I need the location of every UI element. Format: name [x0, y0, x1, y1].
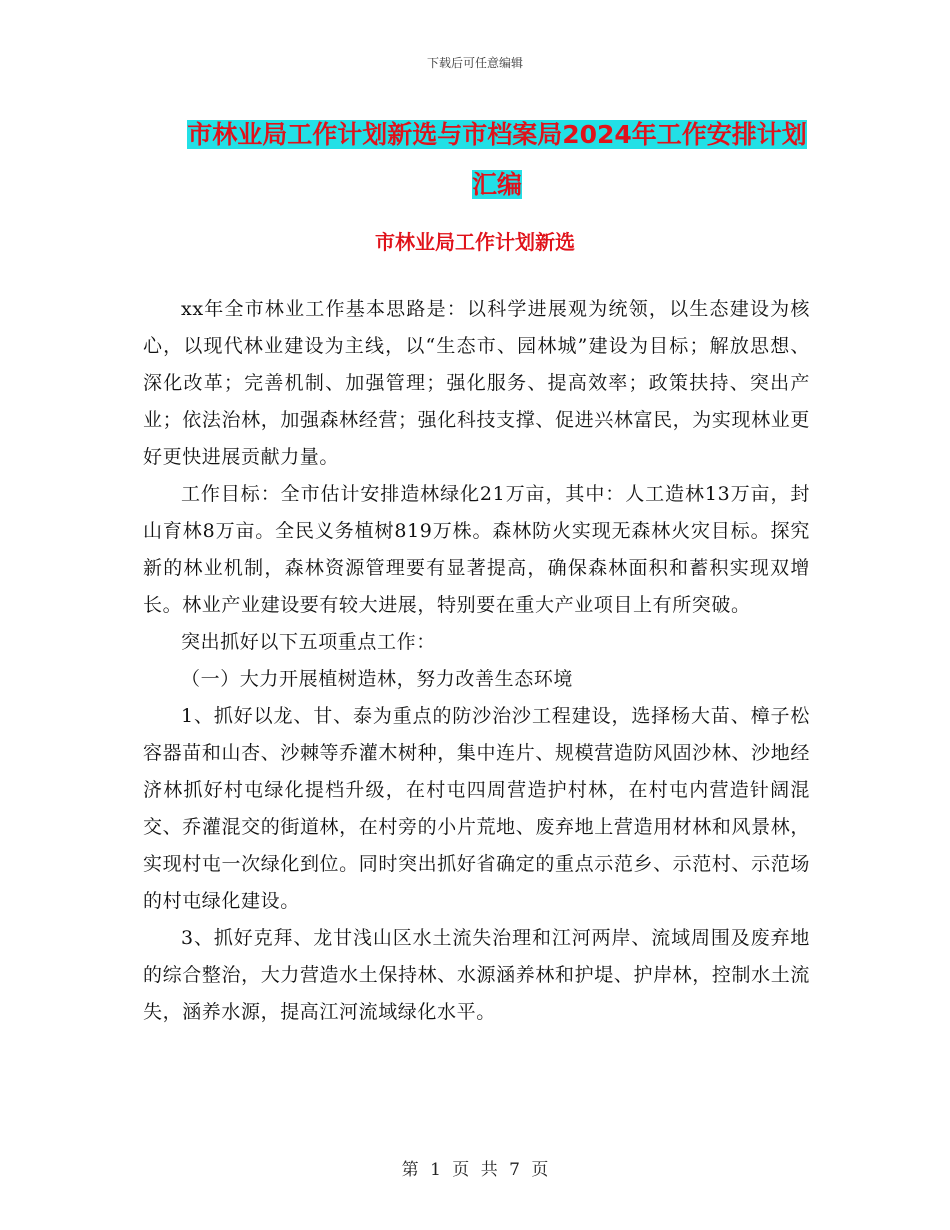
body-text — [143, 291, 810, 1031]
header-note: 下载后可任意编辑 — [426, 56, 523, 70]
paragraph-3: 突出抓好以下五项重点工作： — [181, 631, 436, 653]
paragraph-2: 工作目标：全市估计安排造林绿化21万亩，其中：人工造林13万亩，封山育林8万亩。全民义务植树819万株。森林防火实现无森林火灾目标。探究新的林业机制，森林资源管理要有显著提高，确保森林面积和蓄积实现双增长。林业产业建设要有较大进展，特别要在重大产业项目上有所突破。 — [143, 483, 810, 616]
document-title-text: 市林业局工作计划新选与市档案局2024年工作安排计划汇编 — [187, 120, 807, 199]
paragraph-4: （一）大力开展植树造林，努力改善生态环境 — [181, 668, 574, 690]
section-title: 市林业局工作计划新选 — [375, 230, 575, 254]
document-title — [186, 110, 808, 210]
paragraph-5: 1、抓好以龙、甘、泰为重点的防沙治沙工程建设，选择杨大苗、樟子松容器苗和山杏、沙棘等乔灌木树种，集中连片、规模营造防风固沙林、沙地经济林抓好村屯绿化提档升级，在村屯四周营造护村林，在村屯内营造针阔混交、乔灌混交的街道林，在村旁的小片荒地、废弃地上营造用材林和风景林，实现村屯一次绿化到位。同时突出抓好省确定的重点示范乡、示范村、示范场的村屯绿化建设。 — [143, 705, 810, 912]
paragraph-1: xx年全市林业工作基本思路是：以科学进展观为统领，以生态建设为核心，以现代林业建设为主线，以“生态市、园林城”建设为目标；解放思想、深化改革；完善机制、加强管理；强化服务、提高效率；政策扶持、突出产业；依法治林，加强森林经营；强化科技支撑、促进兴林富民，为实现林业更好更快进展贡献力量。 — [143, 298, 810, 468]
page-footer: 第 1 页 共 7 页 — [401, 1160, 549, 1180]
paragraph-6: 3、抓好克拜、龙甘浅山区水土流失治理和江河两岸、流域周围及废弃地的综合整治，大力营造水土保持林、水源涵养林和护堤、护岸林，控制水土流失，涵养水源，提高江河流域绿化水平。 — [143, 927, 810, 1023]
